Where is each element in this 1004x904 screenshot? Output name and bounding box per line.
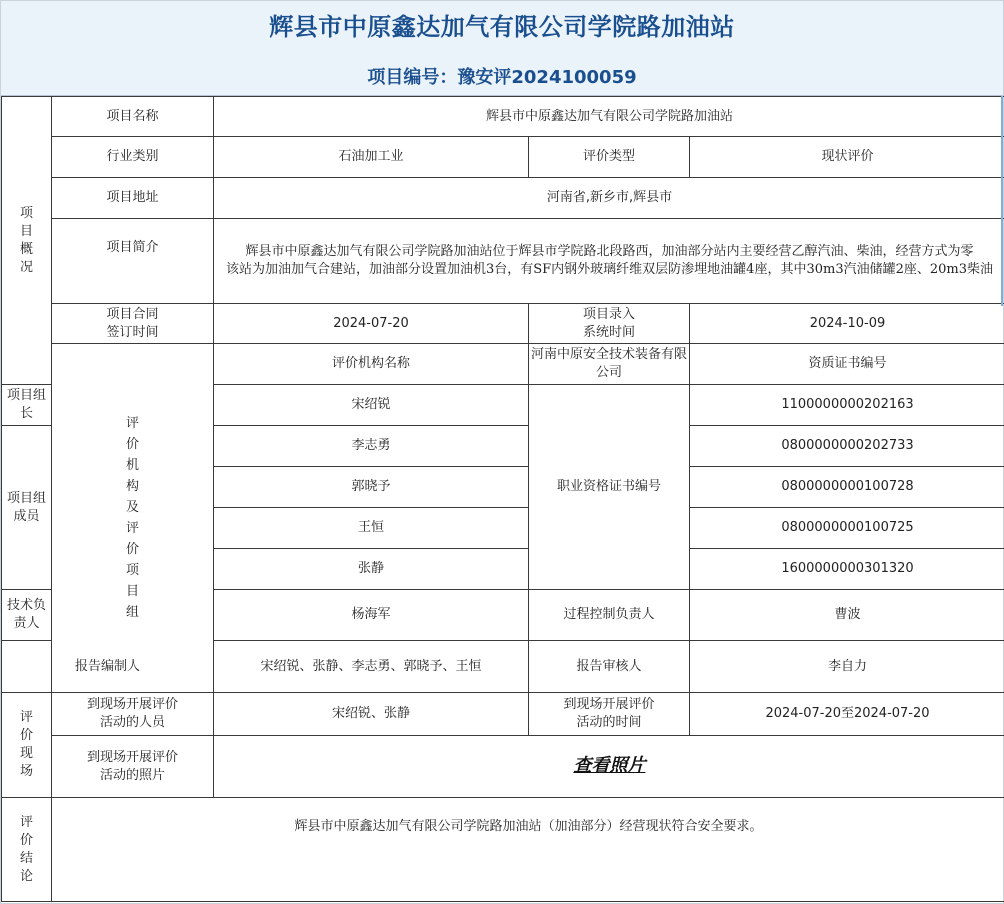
page-title: 辉县市中原鑫达加气有限公司学院路加油站 xyxy=(269,13,735,41)
contract-date-label: 项目合同 签订时间 xyxy=(52,304,214,344)
member-name: 李志勇 xyxy=(214,426,529,467)
project-name-value: 辉县市中原鑫达加气有限公司学院路加油站 xyxy=(214,97,1004,137)
intro-label: 项目简介 xyxy=(52,219,214,304)
org-value: 河南中原安全技术装备有限公司 xyxy=(529,344,690,385)
row-conclusion xyxy=(2,798,1004,902)
section-overview-label: 项 目 概 况 xyxy=(2,97,52,385)
leader-label: 项目组长 xyxy=(2,385,52,426)
eval-type-value: 现状评价 xyxy=(690,137,1004,178)
qual-cert-label: 职业资格证书编号 xyxy=(529,385,690,590)
row-site-people xyxy=(2,693,1004,736)
site-people-value: 宋绍锐、张静 xyxy=(214,693,529,736)
member-cert: 1600000000301320 xyxy=(690,549,1004,590)
member-name: 王恒 xyxy=(214,508,529,549)
reviewer-value: 李自力 xyxy=(690,641,1004,693)
row-address xyxy=(2,178,1004,219)
site-time-value: 2024-07-20至2024-07-20 xyxy=(690,693,1004,736)
address-value: 河南省,新乡市,辉县市 xyxy=(214,178,1004,219)
eval-type-label: 评价类型 xyxy=(529,137,690,178)
row-report xyxy=(2,641,1004,693)
tech-value: 杨海军 xyxy=(214,590,529,641)
row-site-photos xyxy=(2,736,1004,798)
entry-date-value: 2024-10-09 xyxy=(690,304,1004,344)
row-dates xyxy=(2,304,1004,344)
site-photo-label: 到现场开展评价 活动的照片 xyxy=(52,736,214,798)
contract-date-value: 2024-07-20 xyxy=(214,304,529,344)
project-name-label: 项目名称 xyxy=(52,97,214,137)
entry-date-label: 项目录入 系统时间 xyxy=(529,304,690,344)
page-header xyxy=(1,1,1003,96)
row-org xyxy=(2,344,1004,385)
tech-label: 技术负责人 xyxy=(2,590,52,641)
intro-line-2: 该站为加油加气合建站，加油部分设置加油机3台，有SF内钢外玻璃纤维双层防渗埋地油罐4座，其中30m3汽油储罐2座、20m3柴油 xyxy=(225,262,994,277)
member-name: 郭晓予 xyxy=(214,467,529,508)
reviewer-label: 报告审核人 xyxy=(529,641,690,693)
scrollbar[interactable] xyxy=(1001,96,1003,306)
section-team-label: 评 价 机 构 及 评 价 项 目 组 xyxy=(52,344,214,693)
row-project-name xyxy=(2,97,1004,137)
address-label: 项目地址 xyxy=(52,178,214,219)
section-site-label: 评 价 现 场 xyxy=(2,693,52,798)
site-photo-cell xyxy=(214,736,1004,798)
site-people-label: 到现场开展评价 活动的人员 xyxy=(52,693,214,736)
row-industry xyxy=(2,137,1004,178)
view-photos-link[interactable]: 查看照片 xyxy=(573,754,646,776)
process-label: 过程控制负责人 xyxy=(529,590,690,641)
member-cert: 0800000000100725 xyxy=(690,508,1004,549)
member-cert: 0800000000100728 xyxy=(690,467,1004,508)
site-time-label: 到现场开展评价 活动的时间 xyxy=(529,693,690,736)
leader-cert: 1100000000202163 xyxy=(690,385,1004,426)
process-value: 曹波 xyxy=(690,590,1004,641)
project-info-table xyxy=(1,96,1004,902)
section-conclusion-label: 评 价 结 论 xyxy=(2,798,52,902)
org-label: 评价机构名称 xyxy=(214,344,529,385)
industry-label: 行业类别 xyxy=(52,137,214,178)
member-cert: 0800000000202733 xyxy=(690,426,1004,467)
author-label: 报告编制人 xyxy=(2,641,214,693)
conclusion-text: 辉县市中原鑫达加气有限公司学院路加油站（加油部分）经营现状符合安全要求。 xyxy=(52,798,1004,902)
project-number: 项目编号：豫安评2024100059 xyxy=(367,67,637,88)
intro-text xyxy=(214,219,1004,304)
industry-value: 石油加工业 xyxy=(214,137,529,178)
intro-line-1: 辉县市中原鑫达加气有限公司学院路加油站位于辉县市学院路北段路西，加油部分站内主要经营乙醇汽油、柴油，经营方式为零 xyxy=(245,244,974,259)
row-intro xyxy=(2,219,1004,304)
author-value: 宋绍锐、张静、李志勇、郭晓予、王恒 xyxy=(214,641,529,693)
members-label: 项目组成员 xyxy=(2,426,52,590)
member-name: 张静 xyxy=(214,549,529,590)
leader-name: 宋绍锐 xyxy=(214,385,529,426)
cert-label: 资质证书编号 xyxy=(690,344,1004,385)
